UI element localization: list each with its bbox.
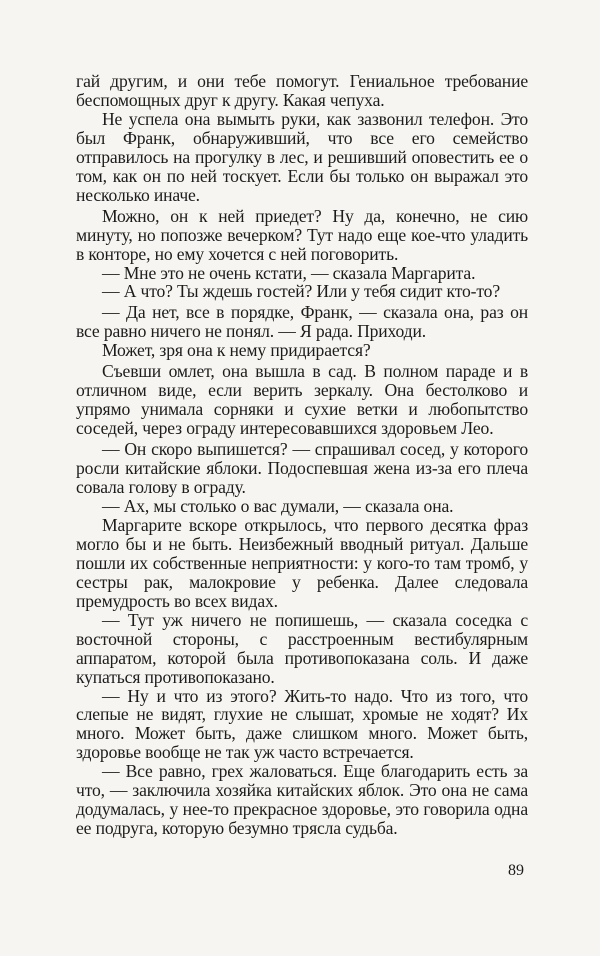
paragraph: Маргарите вскоре открылось, что первого десятка фраз могло бы и не быть. Неизбежный вводный ритуал. Дальше пошли их собственные неприятности: у кого-то там тромб, у сестры рак, малокровие у ребенка. Далее следовала премудрость во всех видах. [76,514,528,611]
dialogue-line: — Тут уж ничего не попишешь, — сказала соседка с восточной стороны, с расстроенным вестибулярным аппаратом, которой была противопоказана соль. И даже купаться противопоказано. [76,609,528,687]
dialogue-line: — Ну и что из этого? Жить-то надо. Что из того, что слепые не видят, глухие не слышат, хромые не ходят? Их много. Может быть, даже слишком много. Может быть, здоровье вообще не так уж часто встречается. [76,685,528,763]
page-number: 89 [508,862,524,879]
dialogue-line: — Мне это не очень кстати, — сказала Маргарита. [102,262,476,283]
paragraph: Съевши омлет, она вышла в сад. В полном параде и в отличном виде, если верить зеркалу. Она бестолково и упрямо унимала сорняки и сухие ветки и любопытство соседей, через ограду интересовавшихся здоровьем Лео. [76,361,528,439]
dialogue-line: — Да нет, все в порядке, Франк, — сказала она, раз он все равно ничего не понял. — Я рада. Приходи. [76,302,528,342]
paragraph: Не успела она вымыть руки, как зазвонил телефон. Это был Франк, обнаруживший, что все его семейство отправилось на прогулку в лес, и решивший оповестить ее о том, как он по ней тоскует. Если бы только он выражал это несколько иначе. [76,108,528,205]
dialogue-line: — Все равно, грех жаловаться. Еще благодарить есть за что, — заключила хозяйка китайских яблок. Это она не сама додумалась, у нее-то прекрасное здоровье, это говорила одна ее подруга, которую безумно трясла судьба. [76,761,528,839]
paragraph: Может, зря она к нему придирается? [102,340,371,361]
dialogue-line: — Ах, мы столько о вас думали, — сказала она. [102,495,454,516]
paragraph-continuation: гай другим, и они тебе помогут. Гениальное требование беспомощных друг к другу. Какая чепуха. [76,71,528,110]
body-text [76,72,528,838]
dialogue-line: — А что? Ты ждешь гостей? Или у тебя сидит кто-то? [102,281,500,302]
dialogue-line: — Он скоро выпишется? — спрашивал сосед, у которого росли китайские яблоки. Подоспевшая жена из-за его плеча совала голову в ограду. [76,439,528,498]
paragraph: Можно, он к ней приедет? Ну да, конечно, не сию минуту, но попозже вечерком? Тут надо еще кое-что уладить в конторе, но ему хочется с ней поговорить. [76,205,528,264]
